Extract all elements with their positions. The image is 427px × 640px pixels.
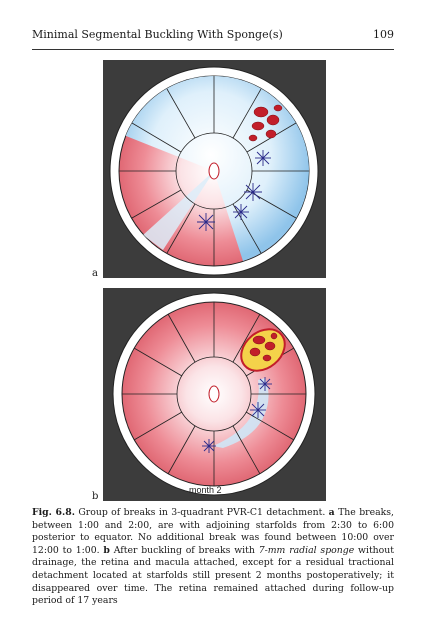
figure-panel-b bbox=[103, 288, 326, 501]
caption-a-label: a bbox=[328, 507, 335, 518]
caption-intro: Group of breaks in 3-quadrant PVR-C1 detachment. bbox=[74, 507, 329, 518]
figure-label: Fig. 6.8. bbox=[32, 507, 75, 518]
caption-b-label: b bbox=[103, 544, 110, 556]
running-header bbox=[32, 28, 394, 46]
page-number: 109 bbox=[373, 28, 394, 41]
optic-disc bbox=[209, 163, 219, 179]
header-rule bbox=[32, 49, 394, 50]
fundus-drawing-b bbox=[103, 288, 326, 501]
fundus-drawing-a bbox=[103, 60, 326, 278]
caption-a-text: The breaks, between 1:00 and 2:00, are with adjoining starfolds from 2:30 to 6:00 posterior to equator. No additional break was found between 10:00 over 12:00 to 1:00. bbox=[32, 507, 394, 556]
panel-label-b: b bbox=[92, 491, 99, 502]
figure-panel-a bbox=[103, 60, 326, 278]
panel-label-a: a bbox=[92, 268, 98, 279]
caption-b-text-1: After buckling of breaks with bbox=[109, 544, 259, 556]
optic-disc bbox=[209, 386, 219, 402]
caption-b-italic: 7-mm radial sponge bbox=[258, 544, 355, 556]
figure-caption bbox=[32, 507, 394, 608]
running-title: Minimal Segmental Buckling With Sponge(s) bbox=[32, 28, 283, 41]
month-annotation: month 2 bbox=[189, 485, 222, 495]
caption-b-text-2: without drainage, the retina and macula attached, except for a residual tractional detachment located at starfolds still present 2 months postoperatively; it disappeared over time. The retina remained attached during follow-up period of 17 years bbox=[32, 544, 394, 607]
